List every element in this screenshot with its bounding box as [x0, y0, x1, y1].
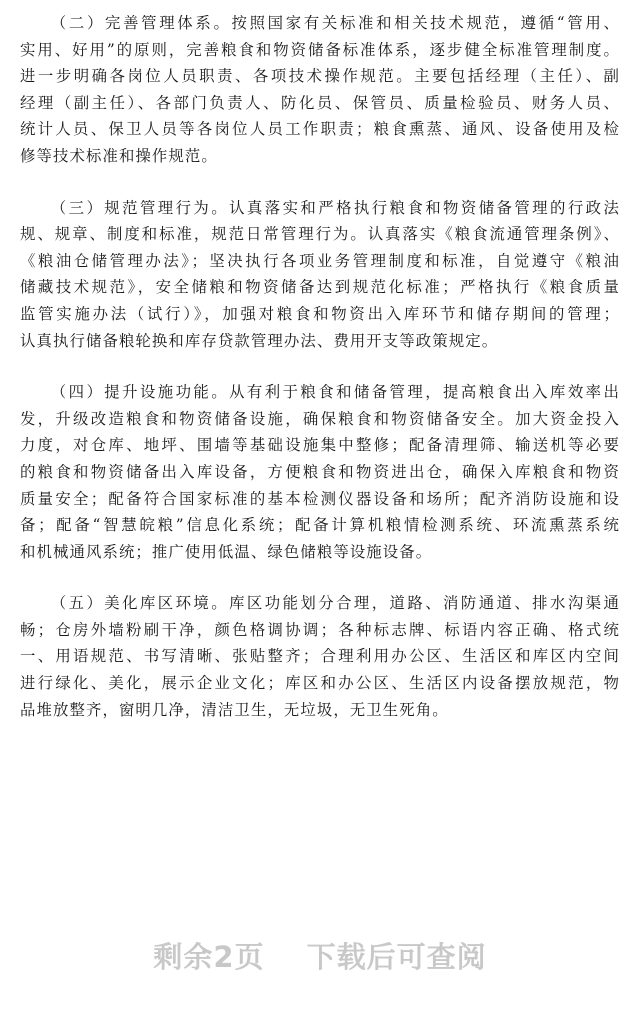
text-line: 规、规章、制度和标准，规范日常管理行为。认真落实《粮食流通管理条例》、	[20, 225, 621, 244]
text-line: 经理（副主任）、各部门负责人、防化员、保管员、质量检验员、财务人员、	[20, 93, 622, 112]
text-line: 品堆放整齐，窗明几净，清洁卫生，无垃圾，无卫生死角。	[20, 700, 449, 719]
text-line: 进一步明确各岗位人员职责、各项技术操作规范。主要包括经理（主任）、副	[20, 67, 622, 86]
paragraph-environment	[20, 590, 620, 723]
paragraph-facility-function	[20, 379, 620, 565]
text-line: 发，升级改造粮食和物资储备设施，确保粮食和物资储备安全。加大资金投入	[20, 409, 622, 428]
text-line: 实用、好用”的原则，完善粮食和物资储备标准体系，逐步健全标准管理制度。	[20, 40, 621, 59]
text-line: 修等技术标准和操作规范。	[20, 146, 218, 165]
paragraph-management-system	[20, 10, 620, 170]
text-line: 监管实施办法（试行）》，加强对粮食和物资出入库环节和储存期间的管理；	[20, 304, 622, 323]
text-line: 统计人员、保卫人员等各岗位人员工作职责；粮食熏蒸、通风、设备使用及检	[20, 120, 622, 139]
text-line: （三）规范管理行为。认真落实和严格执行粮食和物资储备管理的行政法	[50, 198, 622, 217]
text-line: 和机械通风系统；推广使用低温、绿色储粮等设施设备。	[20, 542, 433, 561]
text-line: 一、用语规范、书写清晰、张贴整齐；合理利用办公区、生活区和库区内空间	[20, 647, 622, 666]
text-line: 力度，对仓库、地坪、围墙等基础设施集中整修；配备清理筛、输送机等必要	[20, 436, 622, 455]
text-line: 质量安全；配备符合国家标准的基本检测仪器设备和场所；配齐消防设施和设	[20, 489, 622, 508]
text-line: （二）完善管理体系。按照国家有关标准和相关技术规范，遵循“管用、	[50, 14, 622, 32]
document-body	[20, 10, 620, 748]
text-line: 畅；仓房外墙粉刷干净，颜色格调协调；各种标志牌、标语内容正确、格式统	[20, 620, 622, 639]
text-line: 《粮油仓储管理办法》；坚决执行各项业务管理制度和标准，自觉遵守《粮油	[20, 251, 622, 270]
download-hint-label: 下载后可查阅	[306, 940, 487, 974]
text-line: 进行绿化、美化，展示企业文化；库区和办公区、生活区内设备摆放规范，物	[20, 674, 622, 693]
text-line: （四）提升设施功能。从有利于粮食和储备管理，提高粮食出入库效率出	[50, 383, 622, 402]
text-line: 储藏技术规范》，安全储粮和物资储备达到规范化标准；严格执行《粮食质量	[20, 278, 622, 297]
text-line: 认真执行储备粮轮换和库存贷款管理办法、费用开支等政策规定。	[20, 331, 499, 350]
remaining-pages-label: 剩余2页	[153, 940, 265, 974]
paragraph-management-behavior	[20, 195, 620, 355]
text-line: （五）美化库区环境。库区功能划分合理，道路、消防通道、排水沟渠通	[50, 594, 622, 613]
text-line: 的粮食和物资储备出入库设备，方便粮食和物资进出仓，确保入库粮食和物资	[20, 462, 622, 481]
text-line: 备；配备“智慧皖粮”信息化系统；配备计算机粮情检测系统、环流熏蒸系统	[20, 516, 622, 535]
download-watermark[interactable]	[0, 935, 640, 976]
